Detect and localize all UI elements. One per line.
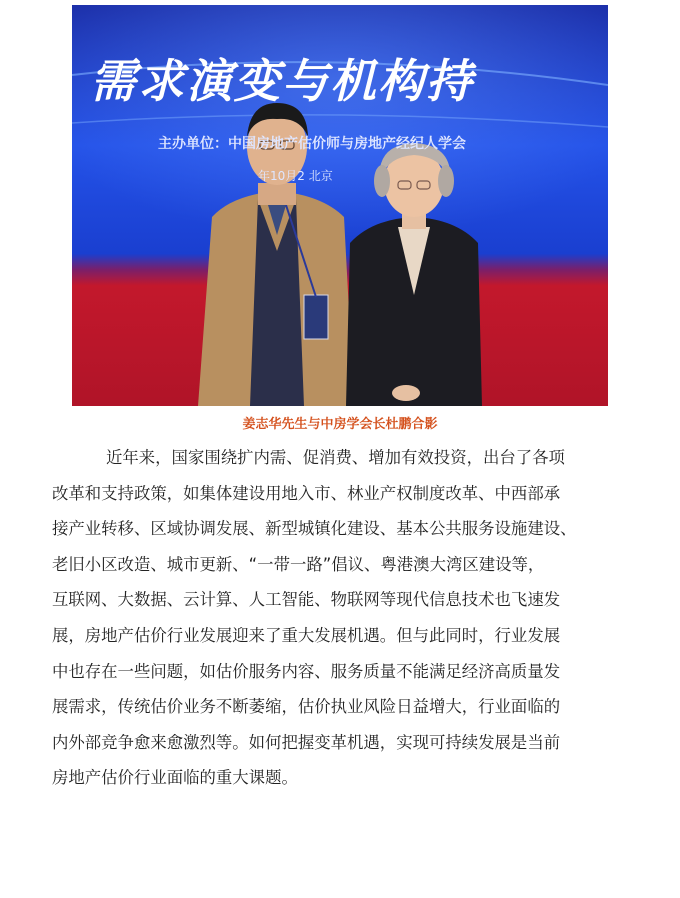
article-line: 中也存在一些问题，如估价服务内容、服务质量不能满足经济高质量发 bbox=[52, 661, 561, 681]
article-line: 接产业转移、区域协调发展、新型城镇化建设、基本公共服务设施建设、 bbox=[52, 519, 577, 539]
photo-caption: 姜志华先生与中房学会长杜鹏合影 bbox=[242, 417, 438, 432]
article-line: 房地产估价行业面临的重大课题。 bbox=[52, 768, 298, 788]
article-line: 互联网、大数据、云计算、人工智能、物联网等现代信息技术也飞速发 bbox=[52, 590, 561, 610]
banner-organizer: 主办单位：中国房地产估价师与房地产经纪人学会 bbox=[158, 136, 466, 152]
article-line: 改革和支持政策，如集体建设用地入市、林业产权制度改革、中西部承 bbox=[52, 483, 561, 503]
banner-date: 年10月2 北京 bbox=[258, 169, 333, 183]
article-line: 内外部竞争愈来愈激烈等。如何把握变革机遇，实现可持续发展是当前 bbox=[52, 732, 561, 752]
article-paragraph bbox=[52, 440, 636, 796]
event-photo bbox=[72, 5, 608, 406]
banner-title: 需求演变与机构持 bbox=[90, 54, 474, 108]
article-line: 近年来，国家围绕扩内需、促消费、增加有效投资，出台了各项 bbox=[106, 448, 565, 467]
article-line: 展需求，传统估价业务不断萎缩，估价执业风险日益增大，行业面临的 bbox=[52, 697, 561, 717]
article-line: 老旧小区改造、城市更新、“一带一路”倡议、粤港澳大湾区建设等， bbox=[52, 554, 545, 574]
article-line: 展，房地产估价行业发展迎来了重大发展机遇。但与此同时，行业发展 bbox=[52, 625, 561, 645]
